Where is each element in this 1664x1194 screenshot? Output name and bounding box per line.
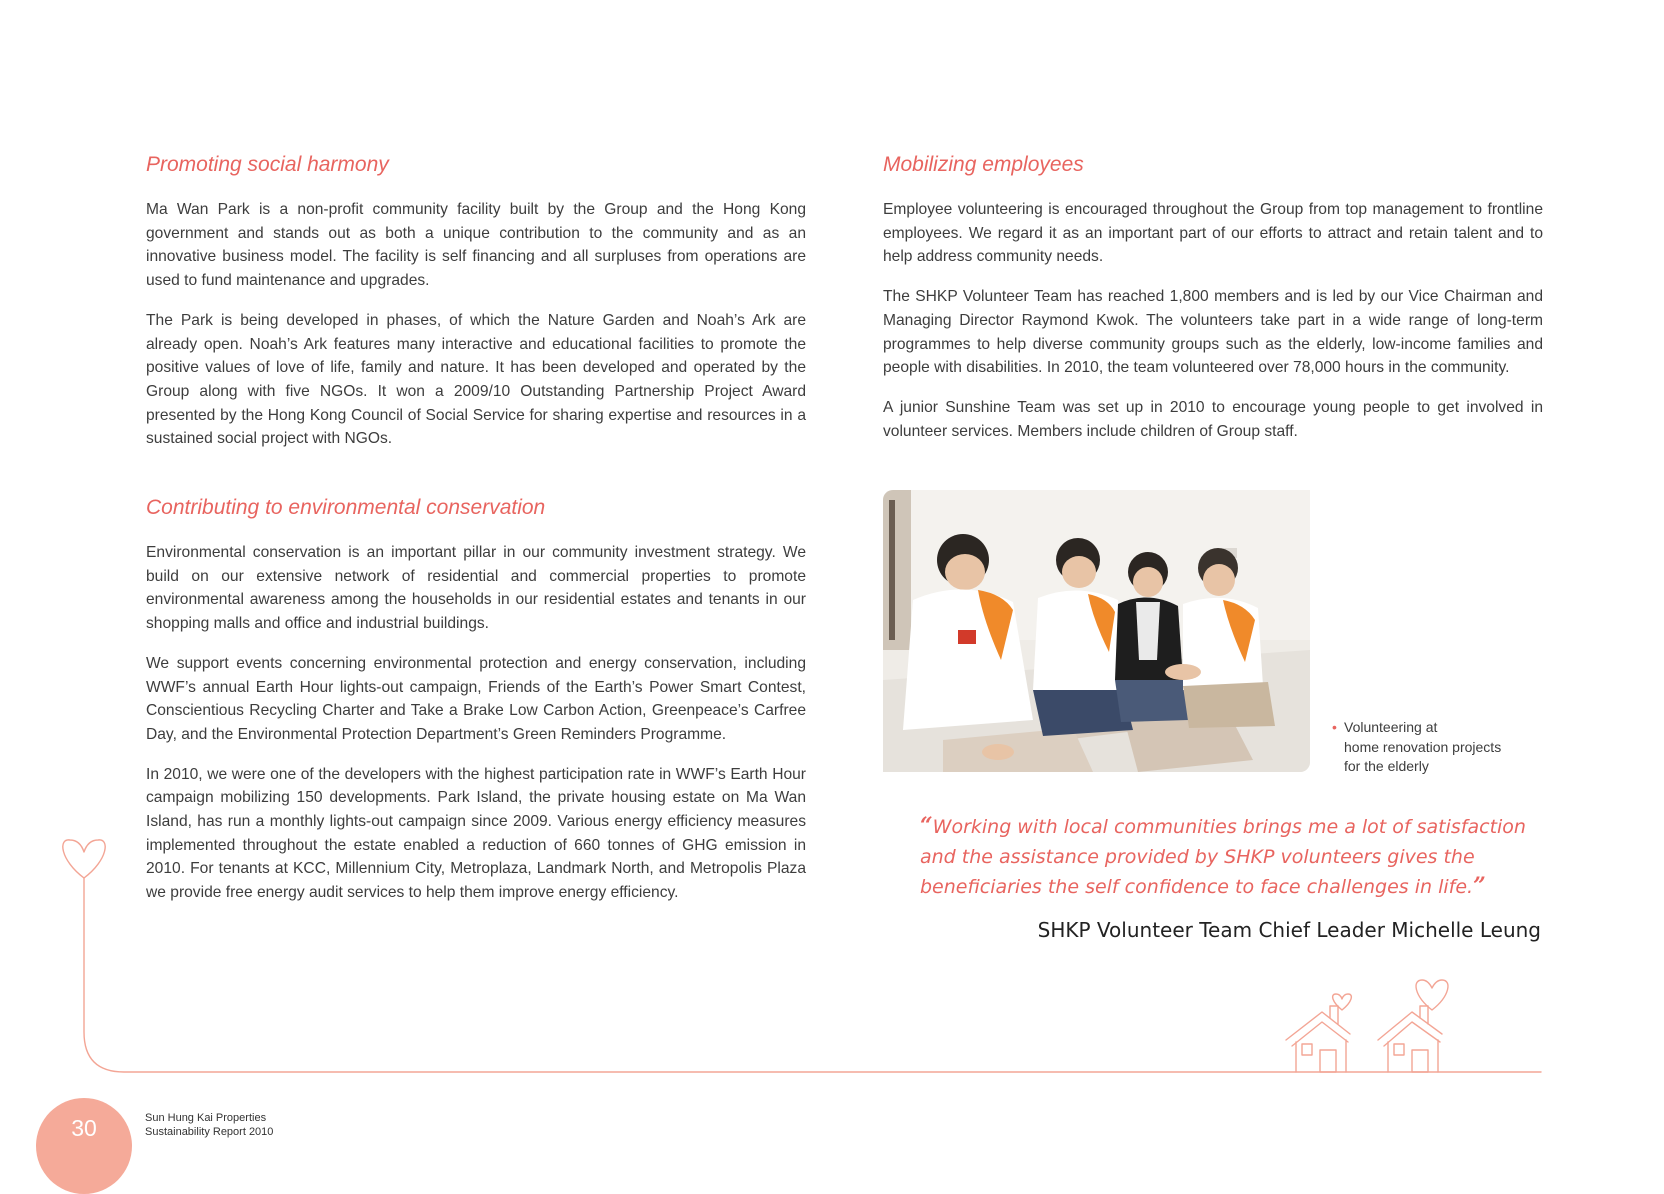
caption-bullet: • xyxy=(1332,719,1337,735)
paragraph: Environmental conservation is an important pillar in our community investment strategy. We build on our extensive network of residential and commercial properties to promote environmental awareness among the households in our residential estates and tenants in our shopping malls and office and industrial buildings. xyxy=(146,544,806,633)
paragraph: We support events concerning environmental protection and energy conservation, including WWF’s annual Earth Hour lights-out campaign, Friends of the Earth’s Power Smart Contest, Conscientious Recycling Charter and Take a Brake Low Carbon Action, Greenpeace’s Carfree Day, and the Environmental Protection Department’s Green Reminders Programme. xyxy=(146,654,806,743)
house-icon xyxy=(1286,1006,1350,1072)
quote-open-mark: “ xyxy=(920,813,933,839)
paragraph: In 2010, we were one of the developers with the highest participation rate in WWF’s Earth Hour campaign mobilizing 150 developments. Park Island, the private housing estate on Ma Wan Island, has run a monthly lights-out campaign since 2009. Various energy efficiency measures implemented throughout the estate enabled a reduction of 660 tonnes of GHG emission in 2010. For tenants at KCC, Millennium City, Metroplaza, Landmark North, and Metropolis Plaza we provide free energy audit services to help them improve energy efficiency. xyxy=(146,765,806,902)
volunteer-photo xyxy=(883,490,1310,772)
section-heading-environment: Contributing to environmental conservation xyxy=(146,496,546,520)
left-column xyxy=(146,150,806,921)
paragraph: The Park is being developed in phases, of which the Nature Garden and Noah’s Ark are already open. Noah’s Ark features many interactive and educational facilities to promote the positive values of love of life, family and nature. It has been developed and operated by the Group along with five NGOs. It won a 2009/10 Outstanding Partnership Project Award presented by the Hong Kong Council of Social Service for sharing expertise and resources in a sustained social project with NGOs. xyxy=(146,311,806,448)
caption-line: for the elderly xyxy=(1344,758,1429,775)
paragraph: Ma Wan Park is a non-profit community facility built by the Group and the Hong Kong government and stands out as both a unique contribution to the community and as an innovative business model. The facility is self financing and all surpluses from operations are used to fund maintenance and upgrades. xyxy=(146,201,806,290)
footer-report: Sustainability Report 2010 xyxy=(145,1126,274,1138)
quote-text: Working with local communities brings me a lot of satisfaction and the assistance provided by SHKP volunteers gives the beneficiaries the self confidence to face challenges in life. xyxy=(920,816,1526,898)
caption-line: Volunteering at xyxy=(1344,719,1438,735)
quote-close-mark: ” xyxy=(1473,873,1486,899)
volunteer-photo-illustration xyxy=(883,490,1310,772)
photo-caption xyxy=(1332,718,1532,777)
paragraph: Employee volunteering is encouraged throughout the Group from top management to frontline employees. We regard it as an important part of our efforts to attract and retain talent and to help address community needs. xyxy=(883,201,1543,266)
footer-company: Sun Hung Kai Properties xyxy=(145,1112,267,1124)
pull-quote xyxy=(920,812,1540,903)
page-number: 30 xyxy=(71,1115,97,1141)
caption-line: home renovation projects xyxy=(1344,738,1502,755)
section-heading-social-harmony: Promoting social harmony xyxy=(146,153,389,176)
quote-attribution: SHKP Volunteer Team Chief Leader Michelle Leung xyxy=(1037,918,1541,942)
heart-icon xyxy=(1333,994,1352,1010)
footer xyxy=(145,1111,273,1139)
paragraph: The SHKP Volunteer Team has reached 1,800 members and is led by our Vice Chairman and Managing Director Raymond Kwok. The volunteers take part in a wide range of long-term programmes to help diverse community groups such as the elderly, low-income families and people with disabilities. In 2010, the team volunteered over 78,000 hours in the community. xyxy=(883,288,1543,377)
right-column xyxy=(883,150,1543,459)
heart-icon xyxy=(63,840,105,878)
house-icon xyxy=(1378,1006,1442,1072)
section-heading-employees: Mobilizing employees xyxy=(883,153,1084,176)
section-environment xyxy=(146,493,806,905)
paragraph: A junior Sunshine Team was set up in 2010 to encourage young people to get involved in volunteer services. Members include children of Group staff. xyxy=(883,398,1543,440)
